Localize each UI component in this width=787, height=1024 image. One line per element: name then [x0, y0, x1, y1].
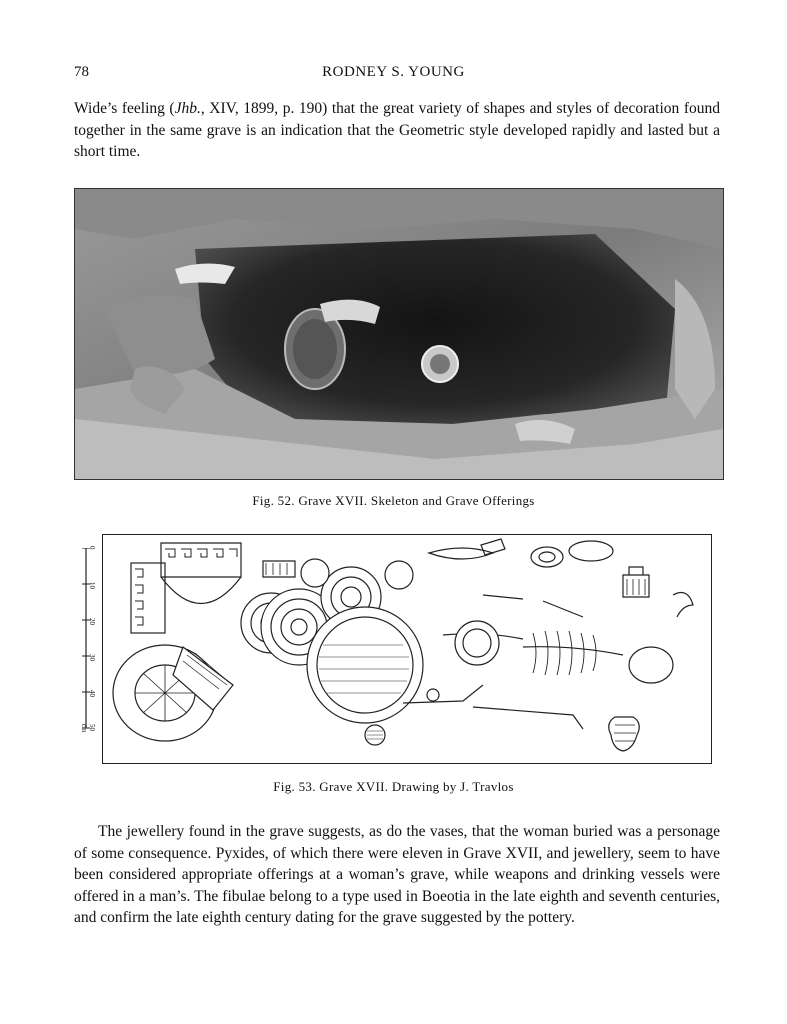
scale-label-40: 40 [88, 690, 96, 697]
figure-53-drawing [102, 534, 712, 764]
paragraph-top-text-1: Wide’s feeling ( [74, 100, 175, 117]
paragraph-top [74, 98, 720, 163]
figure-52-caption: Fig. 52. Grave XVII. Skeleton and Grave Offerings [252, 493, 535, 508]
running-head: RODNEY S. YOUNG [322, 64, 465, 80]
scale-label-30: 30 [88, 654, 96, 661]
scale-label-50: 50 cm [80, 724, 96, 733]
scale-label-20: 20 [88, 618, 96, 625]
scale-bar-graphic [82, 548, 98, 748]
grave-plan-drawing [103, 535, 711, 763]
scale-bar [82, 548, 98, 748]
page-number: 78 [74, 64, 89, 80]
grave-photo-illustration [75, 189, 723, 479]
scale-label-10: 10 [88, 582, 96, 589]
figure-53-caption: Fig. 53. Grave XVII. Drawing by J. Travlos [273, 779, 514, 794]
paragraph-top-text-2: , XIV, 1899, p. 190) that the great variety of shapes and styles of decoration found together in the same grave is an indication that the Geometric style developed rapidly and lasted but a short time. [74, 100, 720, 160]
scale-label-0: 0 [88, 546, 96, 550]
paragraph-top-italic: Jhb. [174, 100, 201, 117]
figure-52-photograph [74, 188, 724, 480]
paragraph-bottom: The jewellery found in the grave suggests, as do the vases, that the woman buried was a personage of some consequence. Pyxides, of which there were eleven in Grave XVII, and jewellery, seem to have been considered appropriate offerings at a woman’s grave, while weapons and drinking vessels were offered in a man’s. The fibulae belong to a type used in Boeotia in the late eighth and seventh centuries, and confirm the late eighth century dating for the grave suggested by the pottery. [74, 823, 720, 926]
